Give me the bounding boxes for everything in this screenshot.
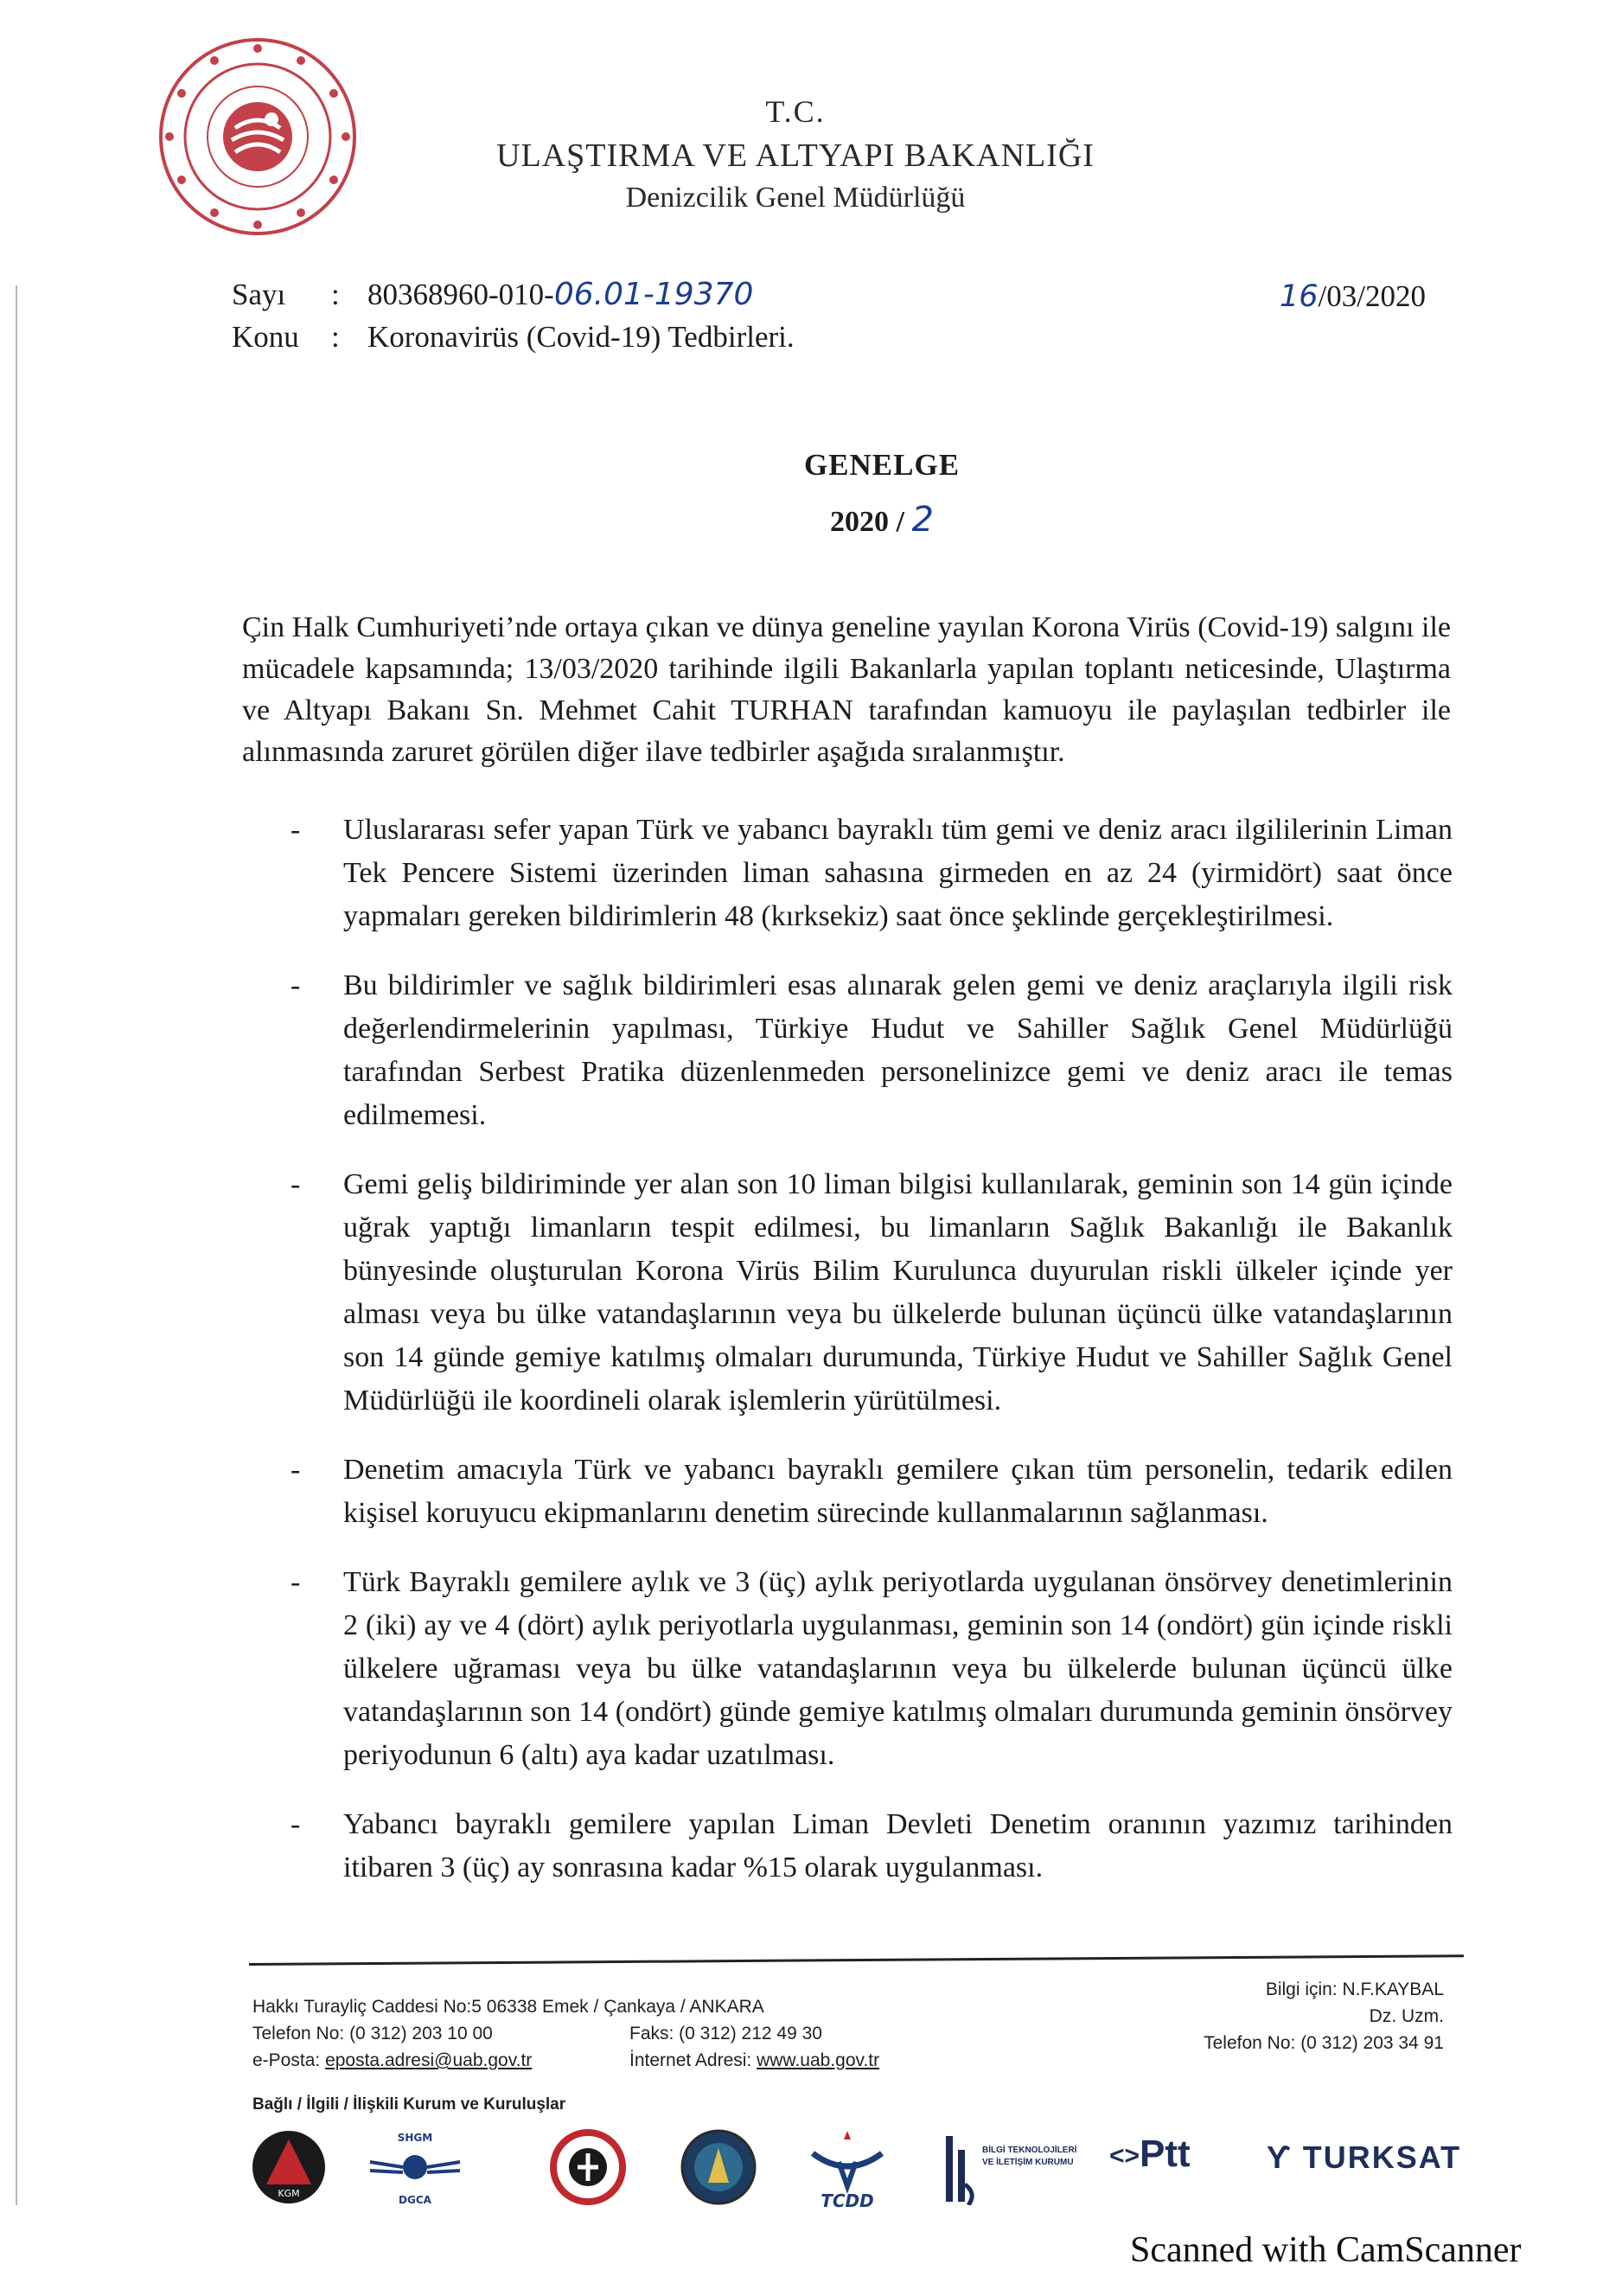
list-item-text: Türk Bayraklı gemilere aylık ve 3 (üç) aylık periyotlarda uygulanan önsörvey denetimlerinin 2 (iki) ay ve 4 (dört) aylık periyotlarla uygulanması, geminin son 14 (ondört) gün içinde riskli ülkelere uğraması veya bu ülke vatandaşlarının veya bu ülkelerde bulunan üçüncü ülke vatandaşlarının son 14 (ondört) günde gemiye katılmış olmaları durumunda geminin önsörvey periyodunun 6 (altı) aya kadar uzatılması. [343, 1566, 1453, 1771]
turksat-logo-text: TURKSAT [1302, 2139, 1462, 2175]
ptt-logo-text: Ptt [1140, 2133, 1191, 2175]
date-handwritten: 16 [1280, 279, 1319, 314]
list-item-text: Gemi geliş bildiriminde yer alan son 10 liman bilgisi kullanılarak, geminin son 14 gün içinde uğrak yaptığı limanların tespit edilmesi, bu limanların Sağlık Bakanlığı ile Bakanlık bünyesinde oluşturulan Korona Virüs Bilim Kurulunca duyurulan riskli ülkeler içinde yer alması veya bu ülke vatandaşlarının veya bu ülkelerde bulunan üçüncü ülke vatandaşlarının son 14 günde gemiye katılmış olmaları durumunda, Türkiye Hudut ve Sahiller Sağlık Genel Müdürlüğü ile koordineli olarak işlemlerin yürütülmesi. [343, 1168, 1453, 1417]
coastal-safety-logo-icon [549, 2127, 627, 2207]
number-prefix: 2020 / [830, 506, 904, 538]
footer-web-label: İnternet Adresi: [629, 2050, 752, 2070]
tcdd-logo-icon [804, 2127, 891, 2214]
footer-info-label: Bilgi için: N.F.KAYBAL [1265, 1979, 1444, 1999]
btk-logo-mark [942, 2133, 977, 2205]
list-item [285, 1449, 1453, 1535]
shgm-logo-top: SHGM [397, 2132, 433, 2144]
list-dash: - [291, 1168, 301, 1200]
btk-logo-text: BİLGİ TEKNOLOJİLERİ VE İLETİŞİM KURUMU [982, 2146, 1077, 2167]
footer-fax-block [629, 2020, 879, 2074]
footer-web-link[interactable]: www.uab.gov.tr [757, 2050, 880, 2070]
list-dash: - [291, 1454, 301, 1486]
kgm-logo-icon [249, 2127, 329, 2207]
list-item-text: Denetim amacıyla Türk ve yabancı bayraklı gemilere çıkan tüm personelin, tedarik edilen kişisel koruyucu ekipmanlarını denetim sürecinde kullanmalarının sağlanması. [343, 1454, 1453, 1529]
sayi-handwritten: 06.01-19370 [553, 277, 754, 312]
list-item [285, 1561, 1453, 1777]
list-item [285, 809, 1453, 938]
ptt-arrow-icon: <> [1109, 2141, 1140, 2171]
list-item-text: Bu bildirimler ve sağlık bildirimleri esas alınarak gelen gemi ve deniz araçlarıyla ilgili risk değerlendirmelerinin yapılması, Türkiye Hudut ve Sahiller Sağlık Genel Müdürlüğü tarafından Serbest Pratika düzenlenmeden personelinizce gemi ve deniz aracı ile temas edilmemesi. [343, 969, 1453, 1131]
tcdd-logo-text: TCDD [821, 2190, 874, 2211]
btk-logo-icon [942, 2133, 1089, 2205]
list-dash: - [291, 814, 301, 846]
document-number [709, 500, 1055, 540]
sayi-value: 80368960-010- [367, 278, 554, 311]
sayi-row [232, 277, 753, 312]
related-institutions-logos [242, 2127, 1470, 2222]
list-item [285, 1163, 1453, 1423]
footer-contact-block [1185, 1976, 1444, 2056]
footer-related-label: Bağlı / İlgili / İlişkili Kurum ve Kuruluşlar [252, 2095, 566, 2114]
scan-edge-line [16, 285, 17, 2205]
footer-info-title: Dz. Uzm. [1369, 2006, 1444, 2026]
list-item [285, 964, 1453, 1137]
list-item-text: Yabancı bayraklı gemilere yapılan Liman Devleti Denetim oranının yazımız tarihinden itibaren 3 (üç) ay sonrasına kadar %15 olarak uygulanması. [343, 1808, 1453, 1883]
list-dash: - [291, 1808, 301, 1840]
shgm-logo-bottom: DGCA [399, 2194, 431, 2206]
header-ministry: ULAŞTIRMA VE ALTYAPI BAKANLIĞI [496, 138, 1095, 174]
footer-divider [249, 1954, 1464, 1966]
footer-address: Hakkı Turayliç Caddesi No:5 06338 Emek / Çankaya / ANKARA [252, 1997, 764, 2017]
shgm-logo-icon [363, 2127, 467, 2214]
date-rest: /03/2020 [1318, 279, 1426, 313]
footer-email-link[interactable]: eposta.adresi@uab.gov.tr [325, 2050, 533, 2070]
ministry-seal-icon [156, 35, 360, 239]
turksat-logo-icon [1267, 2139, 1461, 2176]
sayi-label: Sayı [232, 278, 286, 311]
ptt-logo-icon [1109, 2133, 1191, 2176]
document-date [1280, 279, 1426, 314]
footer-phone: Telefon No: (0 312) 203 10 00 [252, 2024, 493, 2043]
list-item-text: Uluslararası sefer yapan Türk ve yabancı bayraklı tüm gemi ve deniz aracı ilgililerinin Liman Tek Pencere Sistemi üzerinden liman sahasına girmeden en az 24 (yirmidört) saat önce yapmaları gereken bildirimlerin 48 (kırksekiz) saat önce şeklinde gerçekleştirilmesi. [343, 814, 1453, 932]
list-dash: - [291, 969, 301, 1001]
footer-fax: Faks: (0 312) 212 49 30 [629, 2024, 822, 2043]
intro-paragraph: Çin Halk Cumhuriyeti’nde ortaya çıkan ve dünya geneline yayılan Korona Virüs (Covid-19) salgını ile mücadele kapsamında; 13/03/2020 tarihinde ilgili Bakanlarla yapılan toplantı neticesinde, Ulaştırma ve Altyapı Bakanı Sn. Mehmet Cahit TURHAN tarafından kamuoyu ile paylaşılan tedbirler ile alınmasında zaruret görülen diğer ilave tedbirler aşağıda sıralanmıştır. [242, 611, 1451, 768]
maritime-authority-logo-icon [679, 2127, 758, 2207]
letterhead [484, 93, 1107, 223]
konu-colon: : [331, 320, 340, 354]
measures-list [285, 809, 1453, 1915]
number-handwritten: 2 [911, 500, 934, 540]
konu-value: Koronavirüs (Covid-19) Tedbirleri. [367, 320, 795, 354]
konu-label: Konu [232, 320, 299, 354]
header-directorate: Denizcilik Genel Müdürlüğü [625, 182, 966, 214]
kgm-logo-text: KGM [278, 2188, 300, 2199]
list-item [285, 1803, 1453, 1890]
footer-email-label: e-Posta: [252, 2050, 321, 2070]
header-tc: T.C. [765, 94, 826, 129]
konu-row [232, 320, 795, 355]
document-title: GENELGE [803, 448, 961, 482]
sayi-colon: : [331, 278, 340, 311]
list-dash: - [291, 1566, 301, 1598]
turksat-mark-icon: ϒ [1267, 2139, 1293, 2175]
footer-info-phone: Telefon No: (0 312) 203 34 91 [1204, 2033, 1444, 2053]
camscanner-watermark: Scanned with CamScanner [1130, 2230, 1522, 2270]
